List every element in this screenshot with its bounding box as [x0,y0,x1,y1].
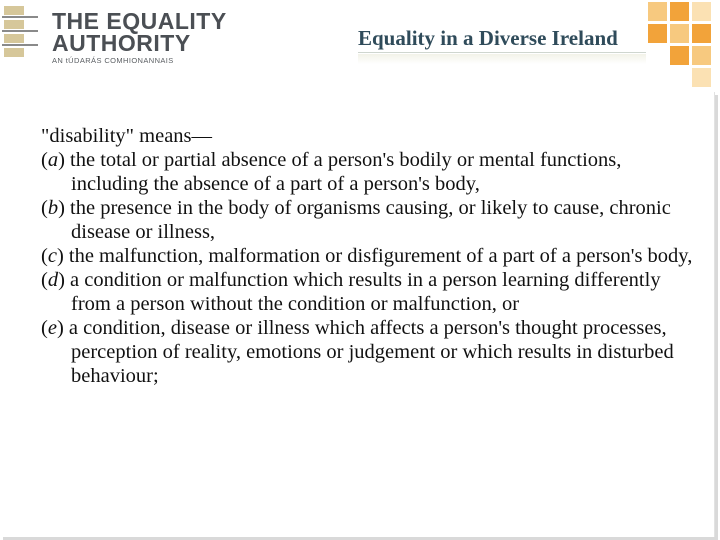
tagline-rule [358,52,646,53]
clause-close: ) [56,245,64,267]
clause-letter: d [47,269,59,291]
clause-open: ( [41,149,48,171]
clause-letter: b [47,197,59,219]
equality-authority-logo-mark-icon [0,2,40,64]
clause-open: ( [41,269,48,291]
logo-subtitle: AN tÚDARÁS COMHIONANNAIS [52,56,174,65]
tagline: Equality in a Diverse Ireland [358,26,618,50]
clause-close: ) [56,317,64,339]
clause-e [41,316,701,388]
definition-text [41,124,701,388]
definition-lead: "disability" means— [41,125,213,147]
clause-c [41,244,701,268]
logo-wordmark [52,10,227,65]
clause-open: ( [41,245,48,267]
clause-text: the presence in the body of organisms causing, or likely to cause, chronic disease or illness, [64,197,671,243]
logo-line-1: THE EQUALITY [52,8,227,34]
clause-close: ) [58,269,65,291]
clause-letter: c [47,245,57,267]
clause-a [41,148,701,196]
clause-text: the malfunction, malformation or disfigurement of a part of a person's body, [63,245,693,267]
logo-line-2: AUTHORITY [52,30,191,56]
clause-b [41,196,701,244]
clause-letter: a [47,149,59,171]
clause-open: ( [41,317,48,339]
clause-d [41,268,701,316]
clause-letter: e [47,317,57,339]
clause-close: ) [58,149,65,171]
clause-text: a condition, disease or illness which affects a person's thought processes, perception of reality, emotions or judgement or which results in disturbed behaviour; [63,317,674,387]
clause-close: ) [58,197,65,219]
clause-text: a condition or malfunction which results in a person learning differently from a person without the condition or malfunction, or [64,269,661,315]
clause-open: ( [41,197,48,219]
tagline-shadow [358,54,646,64]
header [0,0,720,90]
clause-text: the total or partial absence of a person's bodily or mental functions, including the absence of a part of a person's body, [64,149,622,195]
decorative-tiles-icon [648,2,720,102]
